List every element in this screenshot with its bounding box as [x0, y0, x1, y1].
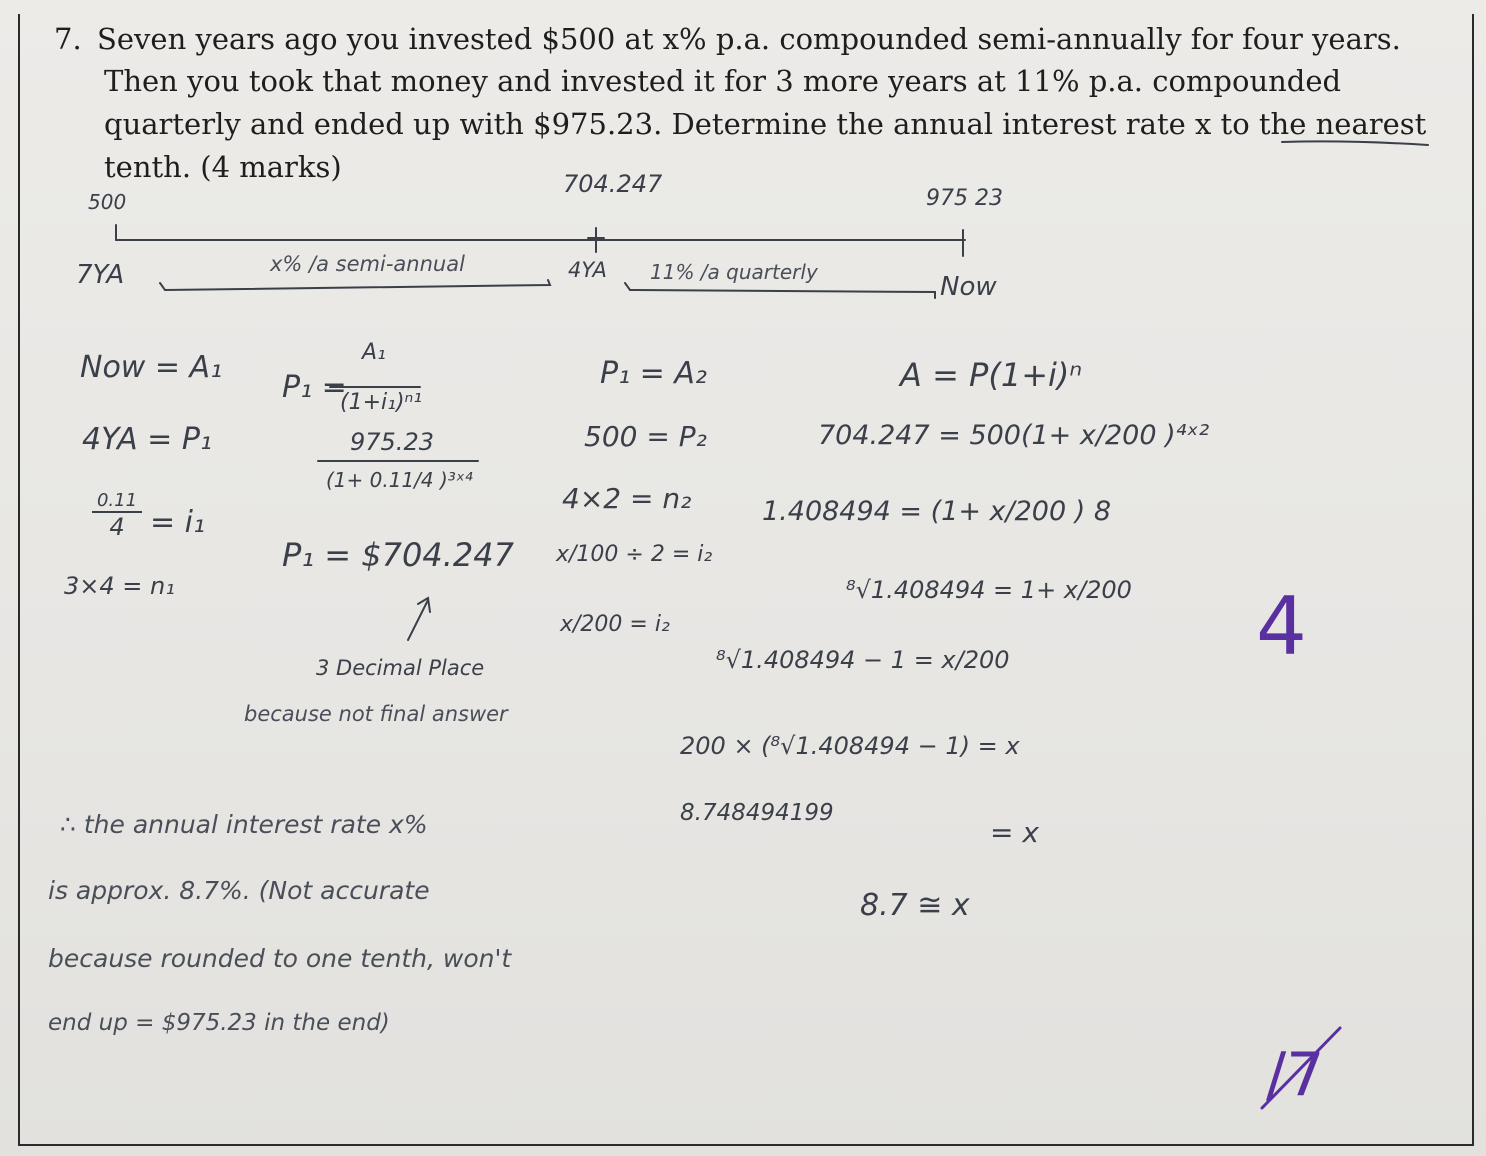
- col4-eq-4: ⁸√1.408494 − 1 = x/200: [716, 646, 1010, 674]
- col4-final-answer: 8.7 ≅ x: [860, 888, 970, 923]
- col4-eq-6: 8.748494199: [680, 800, 834, 826]
- col1-rate-fraction: [92, 490, 142, 541]
- conclusion-line-3: because rounded to one tenth, won't: [48, 944, 512, 973]
- col3-line-4: x/100 ÷ 2 = i₂: [556, 542, 713, 567]
- question-line-4: tenth. (4 marks): [104, 150, 342, 184]
- col4-eq-1: 704.247 = 500(1+ x/200 )⁴ˣ²: [818, 420, 1210, 451]
- col2-step-numerator: 975.23: [350, 428, 434, 456]
- col3-line-2: 500 = P₂: [584, 420, 707, 453]
- timeline-seg2-label: 11% /a quarterly: [650, 260, 818, 284]
- col4-eq-2: 1.408494 = (1+ x/200 ) 8: [762, 496, 1112, 527]
- col1-rate-numerator: 0.11: [96, 490, 138, 511]
- timeline-bottom-bracket-2: [625, 283, 935, 298]
- col2-p1-lhs: P₁ =: [282, 370, 347, 405]
- total-mark: /7: [1266, 1040, 1325, 1110]
- col2-note-line-2: because not final answer: [244, 702, 508, 726]
- timeline-start-value: 500: [88, 190, 127, 214]
- question-line-3: quarterly and ended up with $975.23. Determine the annual interest rate x to the nearest: [104, 107, 1427, 141]
- col4-eq-5: 200 × (⁸√1.408494 − 1) = x: [680, 732, 1020, 760]
- question-number: 7.: [54, 22, 82, 56]
- col4-eq-6b: = x: [990, 816, 1039, 849]
- nearest-underline: [1282, 141, 1428, 145]
- timeline-seg1-label: x% /a semi-annual: [270, 252, 465, 276]
- col2-note-line-1: 3 Decimal Place: [316, 656, 485, 680]
- timeline-end-value: 975 23: [926, 186, 1003, 211]
- timeline-start-label: 7YA: [76, 260, 125, 290]
- col3-line-1: P₁ = A₂: [600, 356, 707, 391]
- col1-line-4: 3×4 = n₁: [64, 572, 175, 600]
- score-mark: 4: [1256, 580, 1307, 673]
- conclusion-line-2: is approx. 8.7%. (Not accurate: [48, 876, 430, 905]
- conclusion-line-4: end up = $975.23 in the end): [48, 1010, 390, 1036]
- col2-step-denominator: (1+ 0.11/4 )³ˣ⁴: [326, 468, 473, 492]
- question-line-2: Then you took that money and invested it for 3 more years at 11% p.a. compounded: [104, 64, 1342, 98]
- col1-line-1: Now = A₁: [80, 350, 223, 385]
- timeline-mid-value: 704.247: [563, 170, 663, 198]
- col1-line-3-rest: = i₁: [150, 505, 206, 540]
- col2-result: P₁ = $704.247: [282, 536, 514, 574]
- col2-p1-numerator: A₁: [362, 340, 386, 365]
- col2-p1-denominator: (1+i₁)ⁿ¹: [340, 390, 423, 415]
- col1-line-2: 4YA = P₁: [82, 422, 212, 457]
- col4-eq-3: ⁸√1.408494 = 1+ x/200: [846, 576, 1132, 604]
- col4-formula: A = P(1+i)ⁿ: [900, 356, 1083, 394]
- conclusion-line-1: ∴ the annual interest rate x%: [60, 810, 428, 839]
- timeline-end-label: Now: [940, 272, 997, 302]
- question-line-1: Seven years ago you invested $500 at x% p.a. compounded semi-annually for four years.: [97, 22, 1401, 56]
- col3-line-5: x/200 = i₂: [560, 612, 670, 637]
- timeline-bottom-bracket-1: [160, 280, 550, 290]
- col1-rate-denominator: 4: [92, 511, 142, 541]
- col3-line-3: 4×2 = n₂: [562, 482, 692, 515]
- timeline-mid-label: 4YA: [568, 258, 607, 282]
- arrow-to-decimal-note: [408, 598, 430, 640]
